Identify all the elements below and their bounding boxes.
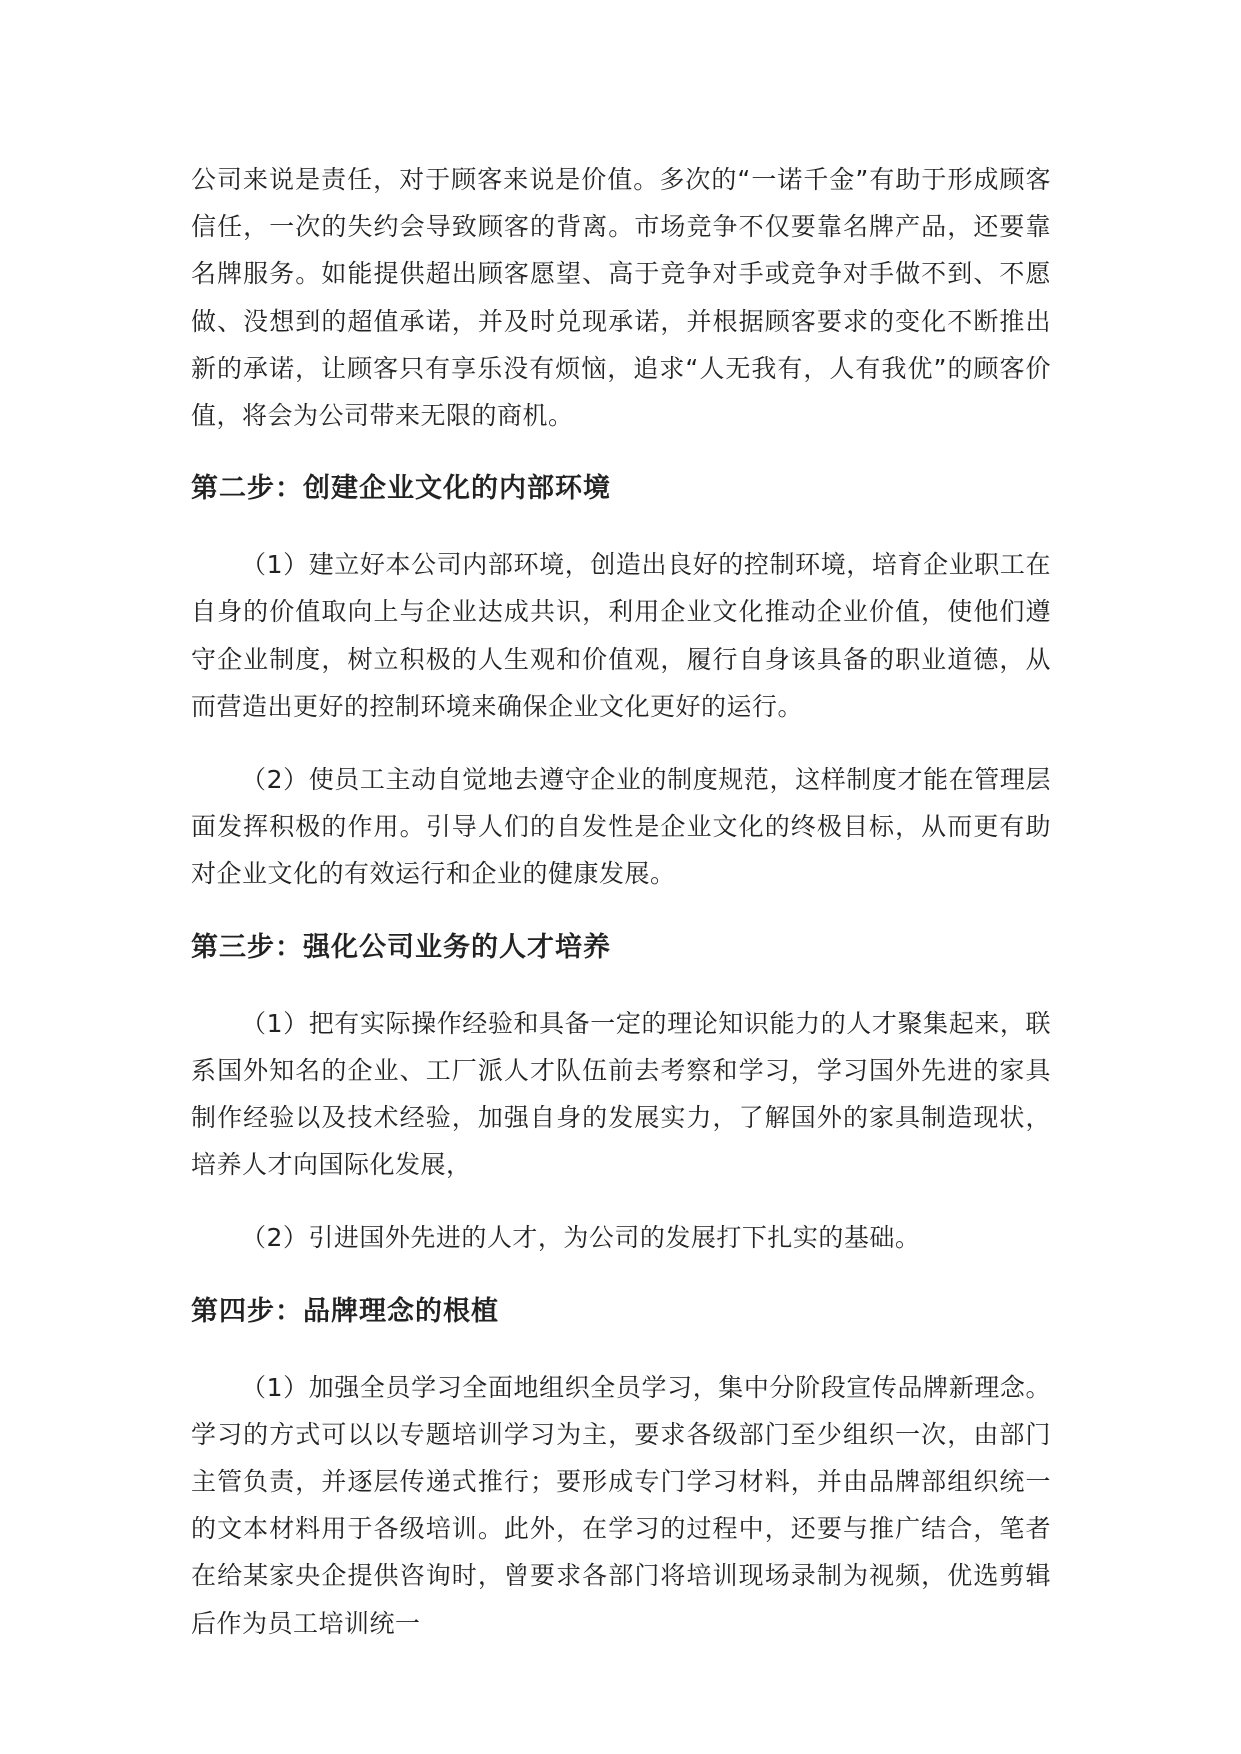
intro-paragraph: 公司来说是责任，对于顾客来说是价值。多次的“一诺千金”有助于形成顾客信任，一次的失约会导致顾客的背离。市场竞争不仅要靠名牌产品，还要靠名牌服务。如能提供超出顾客愿望、高于竞争对手或竞争对手做不到、不愿做、没想到的超值承诺，并及时兑现承诺，并根据顾客要求的变化不断推出新的承诺，让顾客只有享乐没有烦恼，追求“人无我有，人有我优”的顾客价值，将会为公司带来无限的商机。 [191, 165, 1051, 431]
section-heading-step-3: 第三步：强化公司业务的人才培养 [191, 931, 611, 963]
section-heading-step-2: 第二步：创建企业文化的内部环境 [191, 473, 611, 505]
document-body [191, 156, 1051, 1647]
section-2-paragraph-2: （2）使员工主动自觉地去遵守企业的制度规范，这样制度才能在管理层面发挥积极的作用。引导人们的自发性是企业文化的终极目标，从而更有助对企业文化的有效运行和企业的健康发展。 [191, 765, 1051, 889]
section-4-paragraph-1: （1）加强全员学习全面地组织全员学习，集中分阶段宣传品牌新理念。学习的方式可以以专题培训学习为主，要求各级部门至少组织一次，由部门主管负责，并逐层传递式推行；要形成专门学习材料，并由品牌部组织统一的文本材料用于各级培训。此外，在学习的过程中，还要与推广结合，笔者在给某家央企提供咨询时，曾要求各部门将培训现场录制为视频，优选剪辑后作为员工培训统一 [191, 1372, 1051, 1638]
section-heading-step-4: 第四步：品牌理念的根植 [191, 1295, 499, 1327]
section-2-paragraph-1: （1）建立好本公司内部环境，创造出良好的控制环境，培育企业职工在自身的价值取向上与企业达成共识，利用企业文化推动企业价值，使他们遵守企业制度，树立积极的人生观和价值观，履行自身该具备的职业道德，从而营造出更好的控制环境来确保企业文化更好的运行。 [191, 550, 1051, 721]
section-3-paragraph-2: （2）引进国外先进的人才，为公司的发展打下扎实的基础。 [241, 1223, 921, 1253]
section-3-paragraph-1: （1）把有实际操作经验和具备一定的理论知识能力的人才聚集起来，联系国外知名的企业、工厂派人才队伍前去考察和学习，学习国外先进的家具制作经验以及技术经验，加强自身的发展实力，了解国外的家具制造现状，培养人才向国际化发展， [191, 1008, 1051, 1180]
